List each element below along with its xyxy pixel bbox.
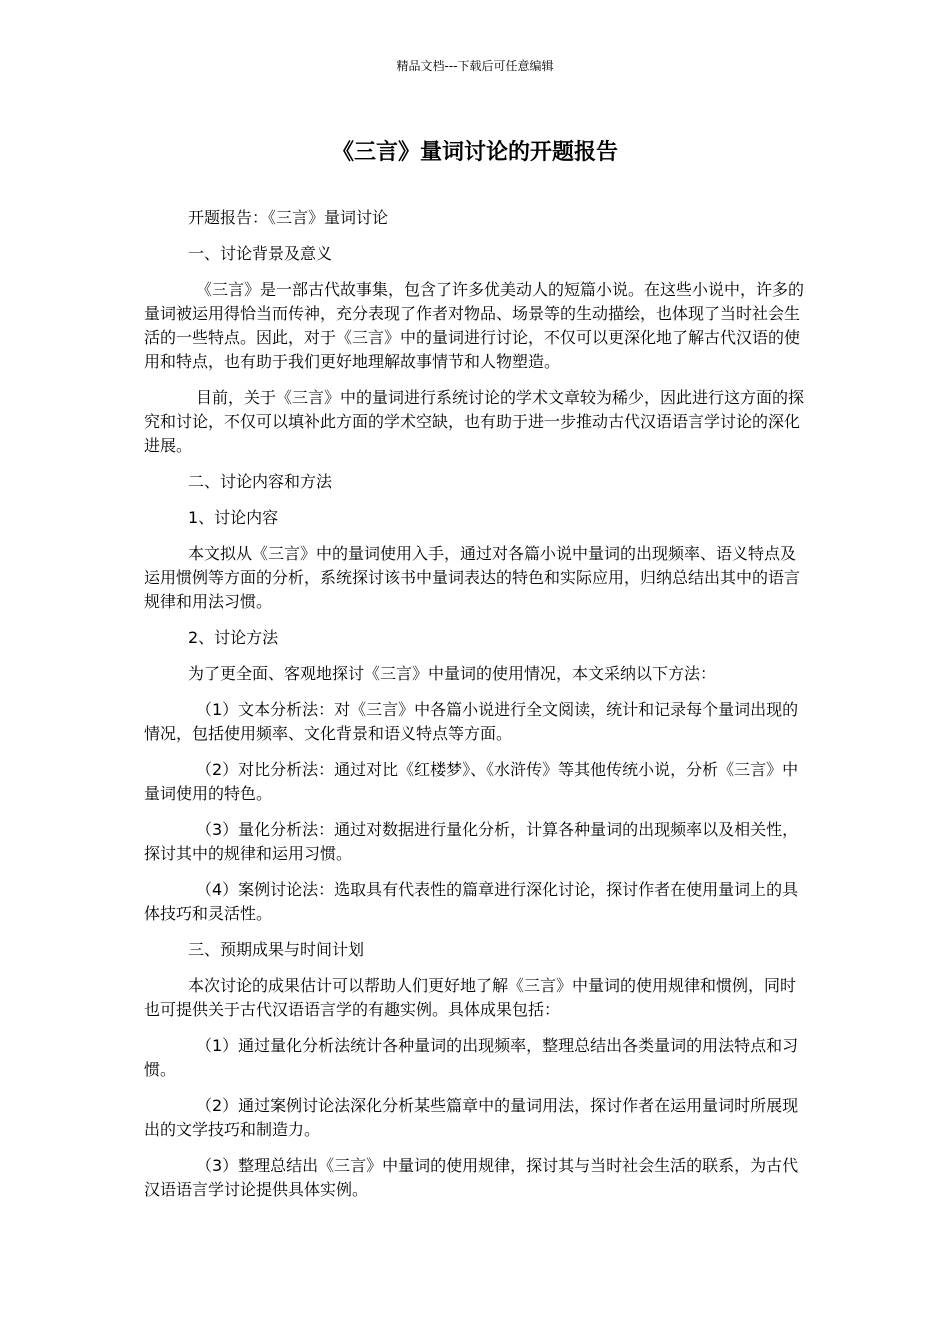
- body-paragraph: 目前，关于《三言》中的量词进行系统讨论的学术文章较为稀少，因此进行这方面的探究和讨论，不仅可以填补此方面的学术空缺，也有助于进一步推动古代汉语语言学讨论的深化进展。: [144, 388, 805, 455]
- document-title: 《三言》量词讨论的开题报告: [331, 140, 618, 165]
- section-heading-content-method: 二、讨论内容和方法: [188, 472, 333, 491]
- result-list-item: （1）通过量化分析法统计各种量词的出现频率，整理总结出各类量词的用法特点和习惯。: [144, 1036, 799, 1079]
- section-heading-background: 一、讨论背景及意义: [188, 244, 333, 263]
- method-list-item: （4）案例讨论法：选取具有代表性的篇章进行深化讨论，探讨作者在使用量词上的具体技巧和灵活性。: [144, 880, 799, 923]
- result-list-item: （2）通过案例讨论法深化分析某些篇章中的量词用法，探讨作者在运用量词时所展现出的文学技巧和制造力。: [144, 1096, 799, 1139]
- method-list-item: （3）量化分析法：通过对数据进行量化分析，计算各种量词的出现频率以及相关性，探讨其中的规律和运用习惯。: [144, 820, 799, 863]
- method-list-item: （2）对比分析法：通过对比《红楼梦》、《水浒传》等其他传统小说，分析《三言》中量词使用的特色。: [144, 760, 799, 803]
- body-paragraph: 本文拟从《三言》中的量词使用入手，通过对各篇小说中量词的出现频率、语义特点及运用惯例等方面的分析，系统探讨该书中量词表达的特色和实际应用，归纳总结出其中的语言规律和用法习惯。: [144, 544, 801, 611]
- body-paragraph: 为了更全面、客观地探讨《三言》中量词的使用情况，本文采纳以下方法：: [188, 664, 717, 683]
- subsection-heading-method: 2、讨论方法: [188, 628, 279, 647]
- document-body: [144, 206, 810, 1214]
- page-header-note: 精品文档---下载后可任意编辑: [396, 59, 554, 73]
- section-heading-results-plan: 三、预期成果与时间计划: [188, 940, 365, 959]
- body-paragraph: 本次讨论的成果估计可以帮助人们更好地了解《三言》中量词的使用规律和惯例，同时也可提供关于古代汉语语言学的有趣实例。具体成果包括：: [144, 976, 797, 1019]
- subsection-heading-content: 1、讨论内容: [188, 508, 279, 527]
- method-list-item: （1）文本分析法：对《三言》中各篇小说进行全文阅读，统计和记录每个量词出现的情况，包括使用频率、文化背景和语义特点等方面。: [144, 700, 799, 743]
- result-list-item: （3）整理总结出《三言》中量词的使用规律，探讨其与当时社会生活的联系，为古代汉语语言学讨论提供具体实例。: [144, 1156, 799, 1199]
- report-subject: 开题报告：《三言》量词讨论: [188, 208, 389, 227]
- body-paragraph: 《三言》是一部古代故事集，包含了许多优美动人的短篇小说。在这些小说中，许多的量词被运用得恰当而传神，充分表现了作者对物品、场景等的生动描绘，也体现了当时社会生活的一些特点。因此，对于《三言》中的量词进行讨论，不仅可以更深化地了解古代汉语的使用和特点，也有助于我们更好地理解故事情节和人物塑造。: [144, 280, 805, 371]
